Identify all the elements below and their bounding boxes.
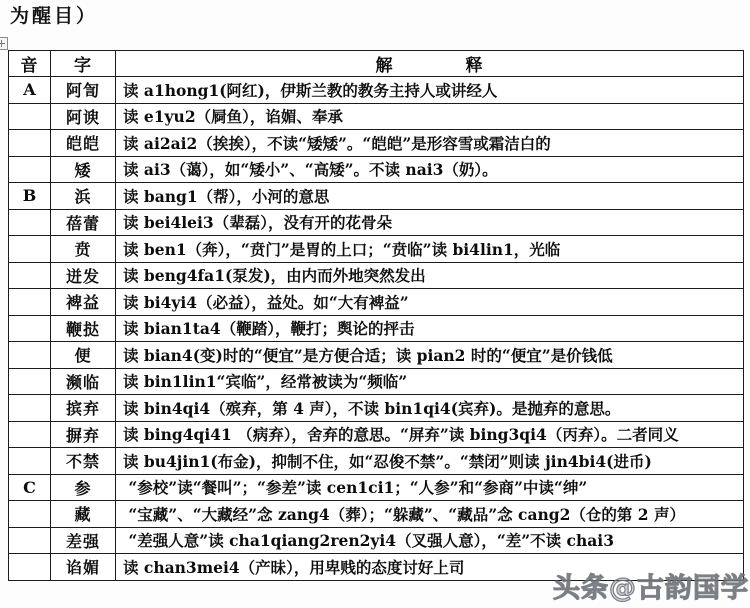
- cell-initial: C: [9, 474, 51, 501]
- page-caption: 为醒目）: [10, 5, 99, 27]
- header-row: [9, 51, 744, 77]
- cell-initial: [9, 315, 51, 342]
- cell-initial: B: [9, 183, 51, 210]
- table-row: [9, 395, 744, 422]
- cell-character: 迸发: [51, 262, 116, 289]
- table-move-handle-icon: [0, 37, 8, 50]
- cell-character: 矮: [51, 156, 116, 183]
- cell-explanation: “差强人意”读 cha1qiang2ren2yi4（叉强人意），“差”不读 chai3: [116, 527, 744, 554]
- table-row: [9, 103, 744, 130]
- cell-initial: [9, 130, 51, 157]
- table-row: [9, 77, 744, 104]
- cell-explanation: 读 bian1ta4（鞭踏），鞭打；舆论的抨击: [116, 315, 744, 342]
- col-header-explanation: 解 释: [116, 51, 744, 77]
- cell-initial: [9, 448, 51, 475]
- table-row: [9, 262, 744, 289]
- cell-character: 参: [51, 474, 116, 501]
- cell-character: 谄媚: [51, 554, 116, 581]
- cell-character: 摒弃: [51, 421, 116, 448]
- col-header-initial: 音: [9, 51, 51, 77]
- cell-explanation: 读 chan3mei4（产昧），用卑贱的态度讨好上司: [116, 554, 744, 581]
- table-body: [9, 77, 744, 581]
- cell-explanation: 读 beng4fa1(泵发)，由内而外地突然发出: [116, 262, 744, 289]
- cell-character: 差强: [51, 527, 116, 554]
- table-row: [9, 448, 744, 475]
- cell-explanation: 读 bi4yi4（必益），益处。如“大有裨益”: [116, 289, 744, 316]
- cell-explanation: “宝藏”、“大藏经”念 zang4（葬）；“躲藏”、“藏品”念 cang2（仓的第 2 声）: [116, 501, 744, 528]
- table-row: [9, 342, 744, 369]
- cell-initial: [9, 236, 51, 263]
- table-row: [9, 474, 744, 501]
- cell-explanation: 读 ben1（奔），“贲门”是胃的上口；“贲临”读 bi4lin1，光临: [116, 236, 744, 263]
- watermark: 头条@古韵国学: [553, 573, 749, 604]
- cell-character: 蓓蕾: [51, 209, 116, 236]
- cell-initial: [9, 527, 51, 554]
- cell-character: 便: [51, 342, 116, 369]
- cell-character: 裨益: [51, 289, 116, 316]
- cell-initial: [9, 156, 51, 183]
- cell-character: 皑皑: [51, 130, 116, 157]
- pronunciation-table: [8, 50, 744, 581]
- table-row: [9, 236, 744, 263]
- cell-explanation: 读 bei4lei3（辈磊），没有开的花骨朵: [116, 209, 744, 236]
- cell-character: 藏: [51, 501, 116, 528]
- cell-character: 浜: [51, 183, 116, 210]
- cell-initial: [9, 342, 51, 369]
- cell-explanation: 读 bin4qi4（殡弃，第 4 声），不读 bin1qi4(宾弃)。是抛弃的意思。: [116, 395, 744, 422]
- cell-character: 不禁: [51, 448, 116, 475]
- cell-explanation: 读 ai3（蔼），如“矮小”、“高矮”。不读 nai3（奶）。: [116, 156, 744, 183]
- cell-character: 摈弃: [51, 395, 116, 422]
- table-row: [9, 289, 744, 316]
- table-row: [9, 156, 744, 183]
- cell-initial: A: [9, 77, 51, 104]
- table-row: [9, 368, 744, 395]
- cell-initial: [9, 368, 51, 395]
- cell-initial: [9, 421, 51, 448]
- table-row: [9, 183, 744, 210]
- cell-initial: [9, 209, 51, 236]
- table-row: [9, 501, 744, 528]
- cell-explanation: 读 bin1lin1“宾临”，经常被读为“频临”: [116, 368, 744, 395]
- cell-initial: [9, 501, 51, 528]
- cell-explanation: “参校”读“餐叫”；“参差”读 cen1ci1；“人参”和“参商”中读“绅”: [116, 474, 744, 501]
- table-row: [9, 130, 744, 157]
- cell-explanation: 读 ai2ai2（挨挨），不读“矮矮”。“皑皑”是形容雪或霜洁白的: [116, 130, 744, 157]
- cell-character: 阿訇: [51, 77, 116, 104]
- cell-character: 阿谀: [51, 103, 116, 130]
- cell-explanation: 读 bian4(变)时的“便宜”是方便合适；读 pian2 时的“便宜”是价钱低: [116, 342, 744, 369]
- cell-initial: [9, 554, 51, 581]
- table-row: [9, 527, 744, 554]
- cell-initial: [9, 103, 51, 130]
- cell-explanation: 读 e1yu2（屙鱼），谄媚、奉承: [116, 103, 744, 130]
- cell-character: 鞭挞: [51, 315, 116, 342]
- cell-character: 濒临: [51, 368, 116, 395]
- cell-initial: [9, 289, 51, 316]
- cell-initial: [9, 262, 51, 289]
- cell-initial: [9, 395, 51, 422]
- table-row: [9, 209, 744, 236]
- table-row: [9, 421, 744, 448]
- cell-explanation: 读 a1hong1(阿红)，伊斯兰教的教务主持人或讲经人: [116, 77, 744, 104]
- cell-explanation: 读 bing4qi41 （病弃），舍弃的意思。“屏弃”读 bing3qi4（丙弃）。二者同义: [116, 421, 744, 448]
- table-row: [9, 315, 744, 342]
- col-header-character: 字: [51, 51, 116, 77]
- cell-explanation: 读 bang1（帮），小河的意思: [116, 183, 744, 210]
- cell-character: 贲: [51, 236, 116, 263]
- cell-explanation: 读 bu4jin1(布金)，抑制不住，如“忍俊不禁”。“禁闭”则读 jin4bi4(进币): [116, 448, 744, 475]
